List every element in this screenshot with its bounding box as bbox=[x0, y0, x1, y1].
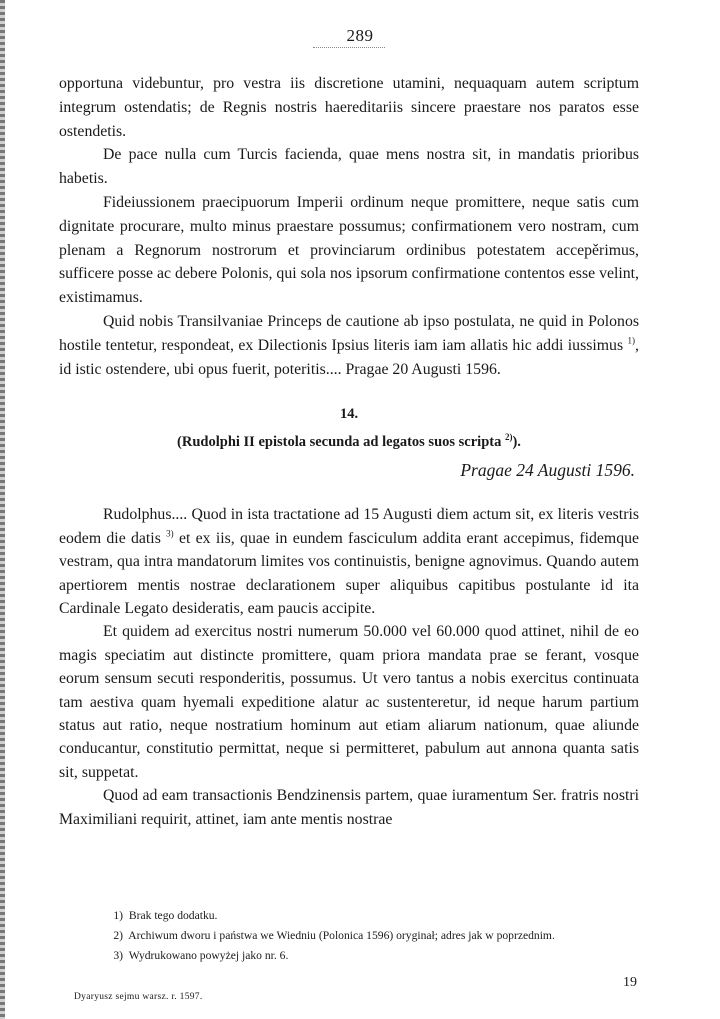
document-title-text: (Rudolphi II epistola secunda ad legatos suos scripta bbox=[177, 434, 502, 451]
document-body bbox=[59, 503, 639, 831]
doc-paragraph-3: Quod ad eam transactionis Bendzinensis partem, quae iuramentum Ser. fratris nostri Maximiliani requirit, attinet, iam ante mentis nostrae bbox=[59, 787, 639, 828]
footnote-2 bbox=[59, 926, 639, 946]
doc-paragraph-1-text-b: et ex iis, quae in eundem fasciculum addita erant accepimus, fidemque vestram, qua intra mandatorum limites vos continuistis, benigne agnovimus. Quando autem apertiorem mentis nostrae declarationem super aliquibus capitibus postulante id ita Cardinale Legato desideratis, eam paucis accipite. bbox=[59, 529, 640, 617]
footnote-3 bbox=[59, 946, 639, 966]
footnote-ref-2: 2) bbox=[504, 432, 513, 443]
page-number: 289 bbox=[346, 26, 374, 45]
footnote-1 bbox=[59, 906, 639, 926]
paragraph-3: Fideiussionem praecipuorum Imperii ordinum neque promittere, neque satis cum dignitate procurare, multo minus praestare possumus; confirmationem vero nostram, cum plenam a Regnorum nostrorum et provinciarum ordinibus potestatem accepěrimus, sufficere posse ac debere Polonis, qui sola nos ipsorum confirmatione contentos esse velint, existimamus. bbox=[59, 193, 639, 307]
paragraph-1: opportuna videbuntur, pro vestra iis discretione utamini, nequaquam autem scriptum integrum ostendatis; de Regnis nostris haereditariis sincere praestare nos paratos esse ostendetis. bbox=[59, 75, 639, 140]
footnote-ref-3: 3) bbox=[166, 528, 174, 539]
footnote-3-text: Wydrukowano powyżej jako nr. 6. bbox=[128, 949, 289, 962]
footnote-3-mark: 3) bbox=[113, 949, 123, 962]
document-title bbox=[59, 431, 639, 453]
page-binding-edge bbox=[0, 0, 5, 1019]
document-date: Pragae 24 Augusti 1596. bbox=[460, 460, 635, 481]
header-rule bbox=[313, 47, 385, 48]
doc-paragraph-1 bbox=[59, 503, 639, 620]
footnote-2-mark: 2) bbox=[113, 929, 123, 942]
footnote-1-mark: 1) bbox=[113, 909, 123, 922]
main-text bbox=[59, 72, 639, 831]
footnotes bbox=[59, 906, 639, 966]
paragraph-4 bbox=[59, 310, 639, 381]
paragraph-4-text-b: , id istic ostendere, ubi opus fuerit, poteritis.... Pragae 20 Augusti 1596. bbox=[59, 336, 639, 378]
paragraph-4-text-a: Quid nobis Transilvaniae Princeps de cautione ab ipso postulata, ne quid in Polonos hostile tentetur, respondeat, ex Dilectionis Ipsius literis iam iam allatis hic addi iussimus bbox=[59, 312, 639, 354]
doc-paragraph-1-text-a: Rudolphus.... Quod in ista tractatione ad 15 Augusti diem actum sit, ex literis vestris eodem die datis bbox=[59, 506, 639, 547]
document-title-close: ). bbox=[512, 434, 521, 451]
footer-signature: Dyaryusz sejmu warsz. r. 1597. bbox=[74, 992, 203, 1002]
paragraph-2: De pace nulla cum Turcis facienda, quae mens nostra sit, in mandatis prioribus habetis. bbox=[59, 146, 639, 188]
footer-sheet-number: 19 bbox=[623, 975, 637, 990]
doc-paragraph-2: Et quidem ad exercitus nostri numerum 50.000 vel 60.000 quod attinet, nihil de eo magis speciatim aut distincte promittere, quam priora mandata prae se ferant, vosque eorum sensum secuti responderitis, possumus. Ut vero tantus a nobis exercitus continuata tam aestiva quam hyemali expeditione alatur ac sustenteretur, id neque harum partium status aut ratio, neque nostratium hominum aut etiam aliarum nationum, quae aliunde conducantur, constitutio permittat, neque si permitteret, pabulum aut annona quanta satis sit, suppetat. bbox=[59, 623, 639, 781]
footnote-2-text: Archiwum dworu i państwa we Wiedniu (Polonica 1596) oryginał; adres jak w poprzednim. bbox=[128, 929, 555, 942]
footnote-1-text: Brak tego dodatku. bbox=[128, 909, 218, 922]
document-number: 14. bbox=[339, 406, 359, 423]
footnote-ref-1: 1) bbox=[627, 335, 636, 346]
